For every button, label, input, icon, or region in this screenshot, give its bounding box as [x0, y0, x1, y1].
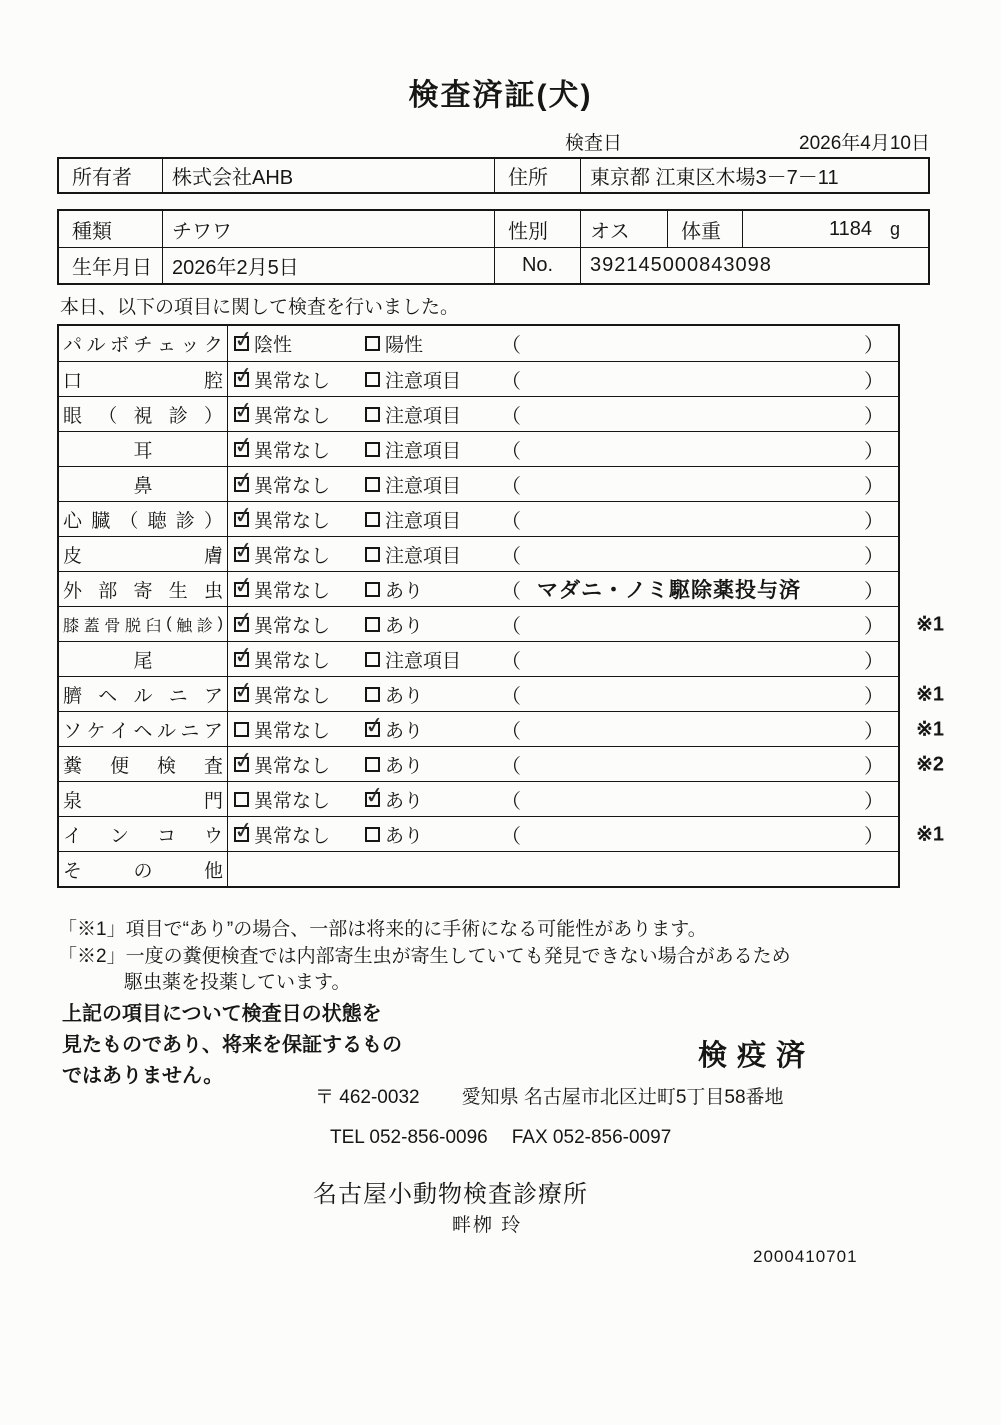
- option-label: 異常なし: [254, 580, 331, 602]
- clinic-fax: FAX 052-856-0097: [511, 1127, 672, 1148]
- option-1: [228, 782, 365, 816]
- inspection-row: [59, 571, 898, 606]
- option-label: あり: [385, 790, 424, 812]
- option-label: 異常なし: [254, 510, 331, 532]
- close-paren: ）: [864, 405, 884, 428]
- option-label: 注意項目: [385, 440, 462, 462]
- disclaimer-line-3: ではありません。: [62, 1065, 224, 1087]
- document-number: 2000410701: [753, 1247, 858, 1266]
- item-label: [59, 852, 228, 886]
- option-1: [228, 642, 365, 676]
- open-paren: （: [501, 335, 521, 357]
- open-paren: （: [501, 545, 521, 568]
- option-1: [228, 747, 365, 781]
- option-label: 陽性: [385, 335, 424, 356]
- open-paren: （: [501, 720, 521, 743]
- checkbox-checked: [232, 675, 255, 704]
- clinic-address: 愛知県 名古屋市北区辻町5丁目58番地: [461, 1087, 784, 1108]
- open-paren: （: [501, 790, 521, 813]
- footnote-1: 「※1」項目で“あり”の場合、一部は将来的に手術になる可能性があります。: [58, 919, 707, 940]
- weight-label: 体重: [667, 211, 742, 247]
- checkbox-checked: [232, 465, 255, 494]
- item-label-char: 口: [63, 370, 83, 392]
- item-label: 耳: [59, 432, 228, 466]
- option-2: [365, 432, 497, 466]
- weight-cell: [742, 211, 928, 247]
- inspection-row: [59, 536, 898, 571]
- close-paren: ）: [864, 580, 884, 603]
- item-label-char: ェ: [156, 335, 176, 356]
- checkbox-unchecked: [365, 512, 380, 527]
- option-2: [365, 572, 497, 606]
- checkbox-checked: [232, 745, 255, 774]
- inspection-row: [59, 781, 898, 816]
- item-label-char: そ: [63, 860, 83, 882]
- option-1: [228, 572, 365, 606]
- item-label-char: 腔: [203, 370, 223, 392]
- item-label-char: ウ: [203, 825, 223, 847]
- breed-value: チワワ: [162, 211, 494, 247]
- check-mark-icon: ✓: [232, 535, 255, 564]
- checkbox-unchecked: [234, 722, 249, 737]
- open-paren: （: [501, 475, 521, 498]
- item-label-char: ヘ: [98, 685, 118, 707]
- open-paren: （: [501, 370, 521, 393]
- item-label-char: コ: [156, 825, 176, 847]
- note-cell: [497, 362, 898, 396]
- checkbox-unchecked: [365, 372, 380, 387]
- note-cell: [497, 432, 898, 466]
- pet-table: [57, 209, 930, 285]
- option-1: [228, 712, 365, 746]
- option-label: 注意項目: [385, 370, 462, 392]
- option-2: [365, 747, 497, 781]
- close-paren: ）: [864, 615, 884, 638]
- item-label-char: 外: [63, 580, 83, 602]
- owner-value: 株式会社AHB: [162, 159, 494, 192]
- sex-label: 性別: [494, 211, 580, 247]
- quarantine-stamp: 検疫済: [698, 1040, 816, 1072]
- item-label-char: 部: [98, 580, 118, 602]
- checkbox-unchecked: [365, 336, 380, 351]
- item-label: [59, 572, 228, 606]
- footnote-2-line1: 「※2」一度の糞便検査では内部寄生虫が寄生していても発見できない場合があるため: [58, 946, 791, 967]
- inspection-row: [59, 605, 944, 641]
- item-label-char: 眼: [63, 405, 83, 427]
- option-label: 陰性: [254, 335, 293, 356]
- item-label-char: ): [217, 615, 223, 632]
- item-label-char: 診: [175, 510, 195, 532]
- item-label: [59, 747, 228, 781]
- open-paren: （: [501, 755, 521, 778]
- item-label-char: イ: [63, 825, 83, 847]
- inspection-row: [59, 710, 944, 746]
- item-label-char: 蓋: [83, 617, 100, 635]
- option-2: [365, 642, 497, 676]
- disclaimer-text: [62, 999, 402, 1092]
- option-2: [365, 502, 497, 536]
- close-paren: ）: [864, 440, 884, 463]
- option-label: 異常なし: [254, 615, 331, 637]
- note-cell: [497, 782, 898, 816]
- option-label: あり: [385, 615, 424, 637]
- postal-code: 〒 462-0032: [315, 1087, 420, 1108]
- check-mark-icon: ✓: [232, 500, 255, 529]
- item-label-char: 検: [156, 755, 176, 777]
- sex-value: オス: [580, 211, 667, 247]
- checkbox-checked: [232, 395, 255, 424]
- item-label-char: 診: [168, 405, 188, 427]
- checkbox-checked: [232, 570, 255, 599]
- check-mark-icon: ✓: [232, 815, 255, 844]
- inspection-table: [57, 324, 944, 888]
- item-label-char: 査: [203, 755, 223, 777]
- close-paren: ）: [864, 370, 884, 393]
- item-label-char: 臼: [145, 617, 162, 635]
- checkbox-unchecked: [365, 617, 380, 632]
- check-mark-icon: ✓: [232, 360, 255, 389]
- item-label-char: ル: [86, 335, 106, 356]
- item-label-char: 臓: [91, 510, 111, 532]
- option-label: あり: [385, 685, 424, 707]
- item-label-char: ク: [203, 335, 223, 356]
- item-label-char: 骨: [104, 617, 121, 635]
- item-label-char: イ: [109, 720, 129, 742]
- clinic-tel: TEL 052-856-0096: [330, 1127, 488, 1148]
- inspection-row: [59, 431, 898, 466]
- no-label: No.: [494, 248, 580, 283]
- check-mark-icon: ✓: [232, 465, 255, 494]
- option-label: 注意項目: [385, 650, 462, 672]
- open-paren: （: [501, 825, 521, 848]
- item-label-char: (: [166, 615, 172, 632]
- option-2: [365, 712, 497, 746]
- item-label-char: ッ: [180, 335, 200, 356]
- option-2: [365, 362, 497, 396]
- check-mark-icon: ✓: [232, 640, 255, 669]
- option-label: 注意項目: [385, 405, 462, 427]
- item-label: [59, 817, 228, 851]
- note-cell: [497, 642, 898, 676]
- option-label: 異常なし: [254, 440, 331, 462]
- note-cell: [497, 712, 898, 746]
- option-2: [365, 782, 497, 816]
- item-label: [59, 397, 228, 431]
- note-text: マダニ・ノミ駆除薬投与済: [537, 579, 801, 602]
- footnote-mark: ※1: [916, 718, 944, 741]
- check-mark-icon: ✓: [232, 745, 255, 774]
- checkbox-unchecked: [365, 827, 380, 842]
- no-value: 392145000843098: [580, 248, 928, 283]
- open-paren: （: [501, 510, 521, 533]
- option-1: [228, 432, 365, 466]
- breed-label: 種類: [72, 220, 112, 243]
- note-cell: [497, 537, 898, 571]
- option-label: 異常なし: [254, 790, 331, 812]
- item-label: [59, 362, 228, 396]
- item-label-char: ケ: [86, 720, 106, 742]
- item-label-char: 虫: [203, 580, 223, 602]
- note-cell: [497, 467, 898, 501]
- item-label: [59, 502, 228, 536]
- item-label-char: 臍: [63, 685, 83, 707]
- checkbox-checked: [232, 640, 255, 669]
- option-label: 注意項目: [385, 475, 462, 497]
- checkbox-unchecked: [365, 477, 380, 492]
- pet-table-row-2: [59, 247, 928, 283]
- birthdate-value: 2026年2月5日: [162, 248, 494, 283]
- item-label-char: 心: [63, 510, 83, 532]
- note-cell: [497, 572, 898, 606]
- item-label-char: 寄: [133, 580, 153, 602]
- item-label: [59, 537, 228, 571]
- inspection-row: [59, 851, 898, 886]
- weight-value: 1184: [828, 217, 872, 240]
- footnote-mark: ※1: [916, 683, 944, 706]
- checkbox-unchecked: [365, 687, 380, 702]
- inspection-row: [59, 326, 898, 361]
- disclaimer-line-1: 上記の項目について検査日の状態を: [62, 1003, 382, 1025]
- item-label: 尾: [59, 642, 228, 676]
- inspection-date-label: 検査日: [565, 133, 623, 154]
- veterinarian-name: 畔栁 玲: [452, 1215, 523, 1236]
- option-2: [365, 817, 497, 851]
- inspection-row: [59, 815, 944, 851]
- item-label-char: 皮: [63, 545, 83, 567]
- item-label-char: （: [119, 510, 139, 532]
- note-cell: [497, 397, 898, 431]
- option-label: あり: [385, 580, 424, 602]
- option-1: [228, 467, 365, 501]
- option-label: 異常なし: [254, 405, 331, 427]
- option-2: [365, 677, 497, 711]
- option-label: 異常なし: [254, 650, 331, 672]
- inspection-row: [59, 361, 898, 396]
- inspection-date-row: [565, 128, 930, 155]
- option-label: 異常なし: [254, 825, 331, 847]
- item-label: [59, 607, 228, 641]
- footnote-mark: ※1: [916, 823, 944, 846]
- item-label-char: 泉: [63, 790, 83, 812]
- item-label-char: 門: [203, 790, 223, 812]
- option-label: 異常なし: [254, 755, 331, 777]
- option-label: 異常なし: [254, 475, 331, 497]
- open-paren: （: [501, 405, 521, 428]
- item-label-char: ニ: [168, 685, 188, 707]
- note-cell: [497, 677, 898, 711]
- option-1: [228, 607, 365, 641]
- close-paren: ）: [864, 335, 884, 357]
- note-cell: [497, 326, 898, 361]
- check-mark-icon: ✓: [232, 324, 255, 354]
- item-label-char: 脱: [124, 617, 141, 635]
- item-label-char: ル: [133, 685, 153, 707]
- option-label: 異常なし: [254, 370, 331, 392]
- item-label-char: ル: [156, 720, 176, 742]
- check-mark-icon: ✓: [363, 710, 386, 739]
- clinic-name: 名古屋小動物検査診療所: [313, 1181, 588, 1208]
- checkbox-checked: [363, 710, 386, 739]
- weight-unit: g: [889, 218, 900, 239]
- item-label-char: ア: [203, 720, 223, 742]
- item-label-char: ン: [109, 825, 129, 847]
- close-paren: ）: [864, 685, 884, 708]
- checkbox-unchecked: [365, 582, 380, 597]
- clinic-address-line: [315, 1082, 784, 1109]
- option-2: [365, 537, 497, 571]
- address-label: 住所: [494, 159, 580, 192]
- check-mark-icon: ✓: [232, 675, 255, 704]
- close-paren: ）: [864, 650, 884, 673]
- option-1: [228, 502, 365, 536]
- inspection-row: [59, 501, 898, 536]
- checkbox-checked: [232, 815, 255, 844]
- note-cell: [497, 747, 898, 781]
- checkbox-checked: [232, 360, 255, 389]
- close-paren: ）: [864, 790, 884, 813]
- birthdate-label: 生年月日: [72, 257, 152, 279]
- option-label: あり: [385, 720, 424, 742]
- open-paren: （: [501, 615, 521, 638]
- item-label-char: 診: [196, 617, 213, 635]
- item-label-char: （: [98, 405, 118, 427]
- page-title: 検査済証(犬): [408, 79, 593, 112]
- inspection-row: [59, 675, 944, 711]
- option-label: 異常なし: [254, 685, 331, 707]
- item-label-char: 視: [133, 405, 153, 427]
- item-label-char: の: [133, 860, 153, 882]
- item-label-char: ）: [203, 510, 223, 532]
- checkbox-unchecked: [365, 652, 380, 667]
- close-paren: ）: [864, 475, 884, 498]
- pet-table-row-1: [59, 211, 928, 247]
- checkbox-checked: [232, 605, 255, 634]
- clinic-contact-line: [330, 1127, 671, 1149]
- checkbox-checked: [363, 780, 386, 809]
- check-mark-icon: ✓: [363, 780, 386, 809]
- option-2: [365, 326, 497, 361]
- item-label: 鼻: [59, 467, 228, 501]
- item-label: [59, 782, 228, 816]
- inspection-row: [59, 641, 898, 676]
- item-label: [59, 326, 228, 361]
- checkbox-unchecked: [365, 757, 380, 772]
- empty-cell: [228, 852, 898, 886]
- owner-label: 所有者: [72, 167, 132, 189]
- item-label-char: 聴: [147, 510, 167, 532]
- checkbox-unchecked: [365, 442, 380, 457]
- option-label: あり: [385, 825, 424, 847]
- option-label: 異常なし: [254, 545, 331, 567]
- item-label-char: 膚: [203, 545, 223, 567]
- item-label-char: チ: [133, 335, 153, 356]
- option-2: [365, 397, 497, 431]
- option-1: [228, 397, 365, 431]
- item-label-char: 触: [176, 617, 193, 635]
- owner-table: [57, 157, 930, 194]
- item-label-char: ヘ: [133, 720, 153, 742]
- checkbox-unchecked: [365, 547, 380, 562]
- item-label-char: ア: [203, 685, 223, 707]
- footnote-2-line2: 駆虫薬を投薬しています。: [124, 972, 351, 993]
- option-label: あり: [385, 755, 424, 777]
- check-mark-icon: ✓: [232, 605, 255, 634]
- option-label: 異常なし: [254, 720, 331, 742]
- item-label-char: 生: [168, 580, 188, 602]
- item-label-char: ボ: [109, 335, 129, 356]
- option-1: [228, 677, 365, 711]
- checkbox-checked: [232, 535, 255, 564]
- option-1: [228, 817, 365, 851]
- item-label-char: ニ: [180, 720, 200, 742]
- checkbox-unchecked: [365, 407, 380, 422]
- item-label-char: 膝: [63, 617, 80, 635]
- option-label: 注意項目: [385, 510, 462, 532]
- item-label: [59, 712, 228, 746]
- checkbox-checked: [232, 324, 255, 354]
- checkbox-checked: [232, 430, 255, 459]
- open-paren: （: [501, 685, 521, 708]
- item-label: [59, 677, 228, 711]
- close-paren: ）: [864, 755, 884, 778]
- intro-text: 本日、以下の項目に関して検査を行いました。: [60, 297, 460, 318]
- option-1: [228, 326, 365, 361]
- note-cell: [497, 502, 898, 536]
- option-2: [365, 607, 497, 641]
- inspection-date-value: 2026年4月10日: [799, 133, 930, 154]
- check-mark-icon: ✓: [232, 570, 255, 599]
- close-paren: ）: [864, 720, 884, 743]
- check-mark-icon: ✓: [232, 430, 255, 459]
- inspection-row: [59, 396, 898, 431]
- footnote-mark: ※1: [916, 613, 944, 636]
- close-paren: ）: [864, 545, 884, 568]
- note-cell: [497, 817, 898, 851]
- item-label-char: 便: [109, 755, 129, 777]
- checkbox-unchecked: [234, 792, 249, 807]
- option-1: [228, 362, 365, 396]
- inspection-row: [59, 466, 898, 501]
- inspection-row: [59, 745, 944, 781]
- item-label-char: 糞: [63, 755, 83, 777]
- close-paren: ）: [864, 825, 884, 848]
- item-label-char: ）: [203, 405, 223, 427]
- option-label: 注意項目: [385, 545, 462, 567]
- open-paren: （: [501, 580, 521, 603]
- open-paren: （: [501, 440, 521, 463]
- check-mark-icon: ✓: [232, 395, 255, 424]
- note-cell: [497, 607, 898, 641]
- open-paren: （: [501, 650, 521, 673]
- close-paren: ）: [864, 510, 884, 533]
- checkbox-checked: [232, 500, 255, 529]
- disclaimer-line-2: 見たものであり、将来を保証するもの: [62, 1034, 402, 1056]
- option-2: [365, 467, 497, 501]
- item-label-char: 他: [203, 860, 223, 882]
- footnote-mark: ※2: [916, 753, 944, 776]
- address-value: 東京都 江東区木場3－7－11: [580, 159, 928, 192]
- option-1: [228, 537, 365, 571]
- item-label-char: パ: [63, 335, 83, 356]
- item-label-char: ソ: [63, 720, 83, 742]
